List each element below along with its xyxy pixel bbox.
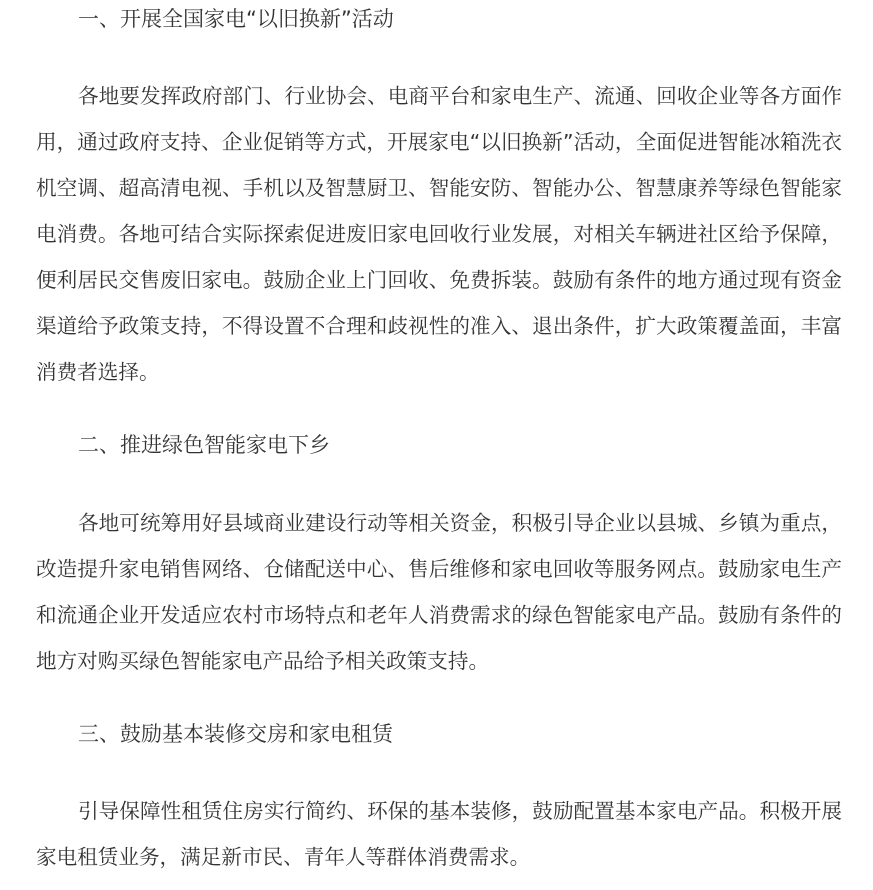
section-heading-2: 二、推进绿色智能家电下乡 (78, 433, 330, 457)
section-heading-1: 一、开展全国家电“以旧换新”活动 (78, 7, 394, 31)
section-paragraph-1: 各地要发挥政府部门、行业协会、电商平台和家电生产、流通、回收企业等各方面作用，通过政府支持、企业促销等方式，开展家电“以旧换新”活动，全面促进智能冰箱洗衣机空调、超高清电视、手机以及智慧厨卫、智能安防、智能办公、智慧康养等绿色智能家电消费。各地可结合实际探索促进废旧家电回收行业发展，对相关车辆进社区给予保障，便利居民交售废旧家电。鼓励企业上门回收、免费拆装。鼓励有条件的地方通过现有资金渠道给予政策支持，不得设置不合理和歧视性的准入、退出条件，扩大政策覆盖面，丰富消费者选择。 (36, 84, 842, 384)
section-paragraph-3: 引导保障性租赁住房实行简约、环保的基本装修，鼓励配置基本家电产品。积极开展家电租赁业务，满足新市民、青年人等群体消费需求。 (36, 799, 842, 869)
section-heading-3: 三、鼓励基本装修交房和家电租赁 (78, 722, 393, 746)
section-paragraph-2: 各地可统筹用好县域商业建设行动等相关资金，积极引导企业以县城、乡镇为重点，改造提升家电销售网络、仓储配送中心、售后维修和家电回收等服务网点。鼓励家电生产和流通企业开发适应农村市场特点和老年人消费需求的绿色智能家电产品。鼓励有条件的地方对购买绿色智能家电产品给予相关政策支持。 (36, 511, 842, 673)
